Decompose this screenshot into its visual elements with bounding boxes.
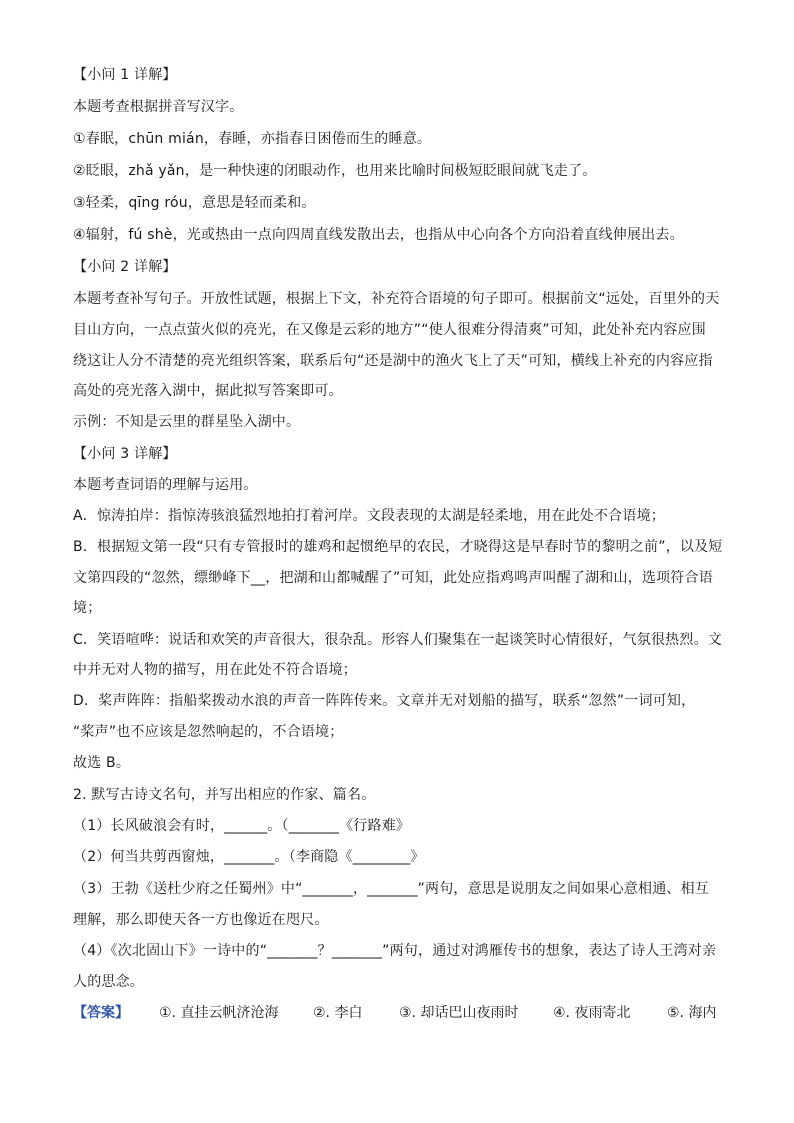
text-line: 【小问 1 详解】 (73, 67, 177, 83)
answer-row (73, 1002, 733, 1024)
text-line: 本题考查补写句子。开放性试题，根据上下文，补充符合语境的句子即可。根据前文“远处，百里外的天 (73, 291, 720, 307)
text-line: 目山方向，一点点萤火似的亮光，在又像是云彩的地方”“使人很难分得清爽”可知，此处补充内容应围 (73, 322, 706, 338)
text-line: （3）王勃《送杜少府之任蜀州》中“_______，_______”两句，意思是说朋友之间如果心意相通、相互 (73, 881, 710, 897)
text-line: A．惊涛拍岸：指惊涛骇浪猛烈地拍打着河岸。文段表现的太湖是轻柔地，用在此处不合语境； (73, 508, 665, 524)
text-line: 2. 默写古诗文名句，并写出相应的作家、篇名。 (73, 787, 376, 803)
answer-item: ③. 却话巴山夜雨时 (399, 1005, 519, 1021)
text-line: 文第四段的“忽然，缥缈峰下__，把湖和山都喊醒了”可知，此处应指鸡鸣声叫醒了湖和山，选项符合语 (73, 570, 713, 586)
text-line: 示例：不知是云里的群星坠入湖中。 (73, 414, 301, 430)
text-line: 中并无对人物的描写，用在此处不符合语境； (73, 662, 357, 678)
answer-item: ⑤. 海内 (667, 1005, 717, 1021)
text-line: 【小问 3 详解】 (73, 446, 177, 462)
answer-item: ①. 直挂云帆济沧海 (159, 1005, 279, 1021)
text-line: 境； (73, 600, 102, 616)
text-line: 【小问 2 详解】 (73, 259, 177, 275)
text-line: ①春眠，chūn mián，春睡，亦指春日困倦而生的睡意。 (73, 131, 432, 147)
text-line: C．笑语喧哗：说话和欢笑的声音很大，很杂乱。形容人们聚集在一起谈笑时心情很好，气氛很热烈。文 (73, 632, 722, 648)
answer-tag: 【答案】 (73, 1005, 129, 1021)
text-line: 本题考查根据拼音写汉字。 (73, 99, 244, 115)
text-line: “桨声”也不应该是忽然响起的，不合语境； (73, 724, 344, 740)
text-line: 本题考查词语的理解与运用。 (73, 477, 258, 493)
answer-item: ②. 李白 (313, 1005, 363, 1021)
text-line: 人的思念。 (73, 974, 144, 990)
text-line: ③轻柔，qīng róu，意思是轻而柔和。 (73, 195, 316, 211)
text-line: （4）《次北固山下》一诗中的“_______？_______”两句，通过对鸿雁传书的想象，表达了诗人王湾对亲 (73, 943, 717, 959)
text-line: D．桨声阵阵：指船桨拨动水浪的声音一阵阵传来。文章并无对划船的描写，联系“忽然”一词可知， (73, 693, 696, 709)
text-line: ④辐射，fú shè，光或热由一点向四周直线发散出去，也指从中心向各个方向沿着直线伸展出去。 (73, 227, 684, 243)
answer-item: ④. 夜雨寄北 (553, 1005, 631, 1021)
text-line: B．根据短文第一段“只有专管报时的雄鸡和起惯绝早的农民，才晓得这是早春时节的黎明之前”，以及短 (73, 539, 723, 555)
text-line: （1）长风破浪会有时，______。（_______《行路难》 (73, 818, 411, 834)
text-line: 绕这让人分不清楚的亮光组织答案，联系后句“还是湖中的渔火飞上了天”可知，横线上补充的内容应指 (73, 353, 713, 369)
text-line: 高处的亮光落入湖中，据此拟写答案即可。 (73, 383, 343, 399)
text-line: ②眨眼，zhǎ yǎn，是一种快速的闭眼动作，也用来比喻时间极短眨眼间就飞走了。 (73, 163, 597, 179)
text-line: （2）何当共剪西窗烛，_______。（李商隐《________》 (73, 849, 425, 865)
text-line: 理解，那么即使天各一方也像近在咫尺。 (73, 912, 329, 928)
text-line: 故选 B。 (73, 755, 131, 771)
